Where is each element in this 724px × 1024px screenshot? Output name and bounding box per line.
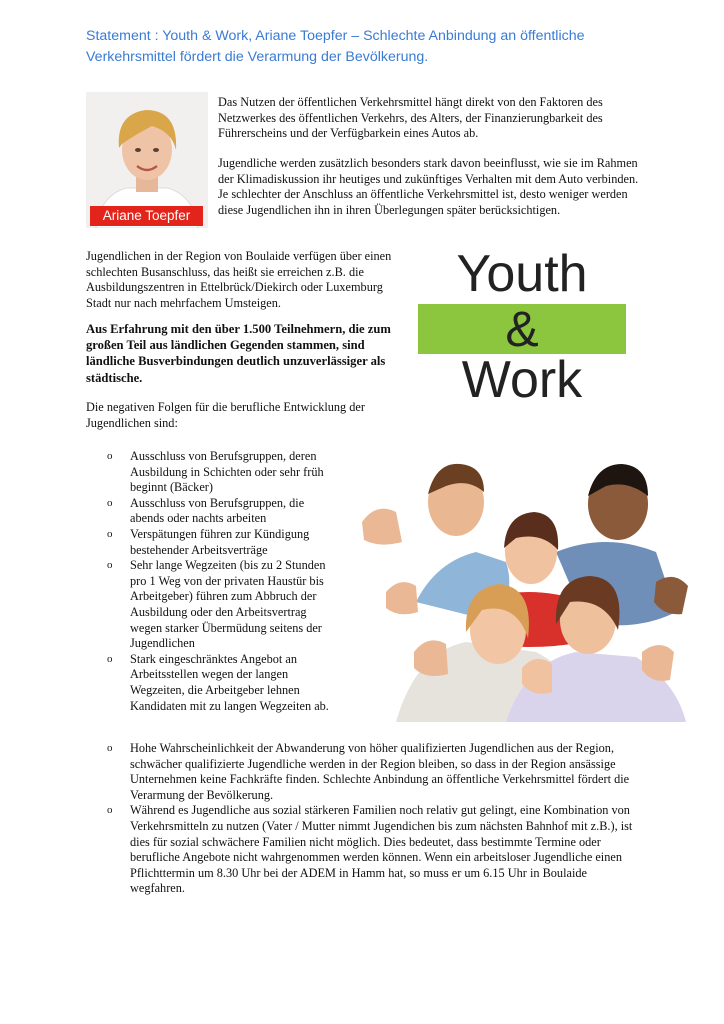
logo-word-youth: Youth [456, 245, 588, 303]
list-item: o Sehr lange Wegzeiten (bis zu 2 Stunden pro 1 Weg von der privaten Haustür bis Arbeitgeber) führen zum Abbruch der Ausbildung oder den Arbeitsvertrag wegen starker Übermüdung seitens der Jugendlichen [107, 558, 333, 652]
consequence-list-narrow [107, 449, 333, 714]
youth-work-logo [416, 245, 628, 412]
list-item: o Stark eingeschränktes Angebot an Arbeitsstellen wegen der langen Wegzeiten, die Arbeitgeber lehnen Kandidaten mit zu langen Wegzeiten ab. [107, 652, 333, 714]
list-item: o Verspätungen führen zur Kündigung bestehender Arbeitsverträge [107, 527, 333, 558]
paragraph-consequences: Die negativen Folgen für die berufliche Entwicklung der Jugendlichen sind: [86, 400, 365, 430]
paragraph-experience: Aus Erfahrung mit den über 1.500 Teilnehmern, die zum großen Teil aus ländlichen Gegenden stammen, sind ländliche Busverbindungen deutlich unzuverlässiger als städtische. [86, 322, 391, 385]
page-title: Statement : Youth & Work, Ariane Toepfer – Schlechte Anbindung an öffentliche Verkehrsmittel fördert die Verarmung der Bevölkerung. [86, 28, 585, 65]
list-item: o Während es Jugendliche aus sozial stärkeren Familien noch relativ gut gelingt, eine Kombination von Verkehrsmitteln zu nutzen (Vater / Mutter nimmt Jugendichen bis zum nächsten Bahnhof mit z.B.), ist dies für sozial schwächere Familien nicht möglich. Dies bedeutet, dass bestimmte Termine oder berufliche Angebote nicht wahrgenommen werden können. Wenn ein arbeitsloser Jugendliche einen Pflichttermin um 8.30 Uhr bei der ADEM in Hamm hat, so muss er um 6.15 Uhr in Boulaide wegfahren. [107, 803, 639, 897]
consequence-list-wide [107, 741, 639, 897]
group-photo [356, 452, 692, 722]
logo-ampersand: & [505, 301, 539, 357]
list-item: o Hohe Wahrscheinlichkeit der Abwanderung von höher qualifizierten Jugendlichen aus der Region, schwächer qualifizierte Jugendliche werden in der Region bleiben, so dass in der Region ansässige Unternehmen keine Fachkräfte finden. Schlechte Anbindung an öffentliche Verkehrsmittel fördert die Verarmung der Bevölkerung. [107, 741, 639, 803]
list-item: o Ausschluss von Berufsgruppen, die abends oder nachts arbeiten [107, 496, 333, 527]
paragraph-region: Jugendlichen in der Region von Boulaide verfügen über einen schlechten Busanschluss, das heißt sie erreichen z.B. die Ausbildungszentren in Ettelbrück/Diekirch oder Luxemburg Stadt nur nach mehrfachem Umsteigen. [86, 249, 392, 310]
portrait-caption: Ariane Toepfer [90, 206, 203, 226]
paragraph-climate: Jugendliche werden zusätzlich besonders stark davon beeinflusst, wie sie im Rahmen der Klimadiskussion ihr heutiges und zukünftiges Verhalten mit dem Auto verbinden. Je schlechter der Anschluss an öffentliche Verkehrsmittel ist, desto weniger werden diese Jugendlichen ihn in ihren Überlegungen später berücksichtigen. [218, 156, 639, 217]
paragraph-intro: Das Nutzen der öffentlichen Verkehrsmittel hängt direkt von den Faktoren des Netzwerkes des öffentlichen Verkehrs, des Alters, der Finanzierungbarkeit des Führerscheins und der Verfügbarkein eines Autos ab. [218, 95, 603, 141]
list-item: o Ausschluss von Berufsgruppen, deren Ausbildung in Schichten oder sehr früh beginnt (Bäcker) [107, 449, 333, 496]
logo-word-work: Work [461, 351, 583, 409]
